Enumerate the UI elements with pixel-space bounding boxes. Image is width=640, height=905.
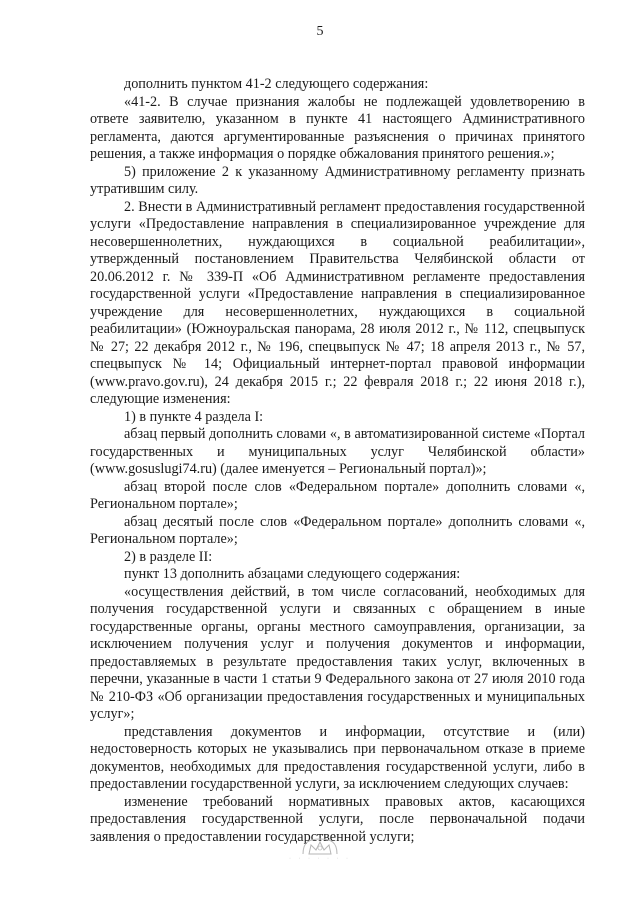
paragraph: дополнить пунктом 41-2 следующего содержания: xyxy=(124,76,429,92)
paragraph: пункт 13 дополнить абзацами следующего содержания: xyxy=(124,566,461,582)
page-number: 5 xyxy=(316,24,324,39)
paragraph: изменение требований нормативных правовых актов, касающихся предоставления государственной услуги, после первоначальной подачи заявления о предоставлении государственной услуги; xyxy=(90,793,585,845)
paragraph: абзац десятый после слов «Федеральном портале» дополнить словами «, Региональном портале»; xyxy=(90,513,585,547)
paragraph: 2) в разделе II: xyxy=(124,548,213,565)
paragraph: 2. Внести в Административный регламент предоставления государственной услуги «Предоставление направления в специализированное учреждение для несовершеннолетних, нуждающихся в социальной реабилитации», утвержденный постановлением Правительства Челябинской области от 20.06.2012 г. № 339-П «Об Административном регламенте предоставления государственной услуги «Предоставление направления в специализированное учреждение для несовершеннолетних, нуждающихся в социальной реабилитации» (Южноуральская панорама, 28 июля 2012 г., № 112, спецвыпуск № 27; 22 декабря 2012 г., № 196, спецвыпуск № 47; 18 апреля 2013 г., № 57, спецвыпуск № 14; Официальный интернет-портал правовой информации (www.pravo.gov.ru), 24 декабря 2015 г.; 22 февраля 2018 г.; 22 июня 2018 г.), следующие изменения: xyxy=(90,198,585,407)
seal-caption: · · · · · · · xyxy=(289,856,351,862)
paragraph: «осуществления действий, в том числе согласований, необходимых для получения государственной услуги и связанных с обращением в иные государственные органы, органы местного самоуправления, организации, за исключением получения услуг и получения документов и информации, предоставляемых в результате предоставления таких услуг, включенных в перечни, указанные в части 1 статьи 9 Федерального закона от 27 июля 2010 года № 210-ФЗ «Об организации предоставления государственных и муниципальных услуг»; xyxy=(90,583,585,722)
paragraph: 1) в пункте 4 раздела I: xyxy=(124,408,264,425)
paragraph: абзац второй после слов «Федеральном портале» дополнить словами «, Региональном портале»; xyxy=(90,478,585,512)
paragraph: абзац первый дополнить словами «, в автоматизированной системе «Портал государственных и муниципальных услуг Челябинской области» (www.gosuslugi74.ru) (далее именуется – Региональный портал)»; xyxy=(90,426,585,477)
paragraph: представления документов и информации, отсутствие и (или) недостоверность которых не указывались при первоначальном отказе в приеме документов, необходимых для предоставления государственной услуги, либо в предоставлении государственной услуги, за исключением следующих случаев: xyxy=(90,723,585,792)
document-body xyxy=(90,76,585,846)
paragraph: «41-2. В случае признания жалобы не подлежащей удовлетворению в ответе заявителю, указанном в пункте 41 настоящего Административного регламента, даются аргументированные разъяснения о причинах принятого решения, а также информация о порядке обжалования принятого решения.»; xyxy=(90,93,585,162)
paragraph: 5) приложение 2 к указанному Административному регламенту признать утратившим силу. xyxy=(90,163,585,197)
